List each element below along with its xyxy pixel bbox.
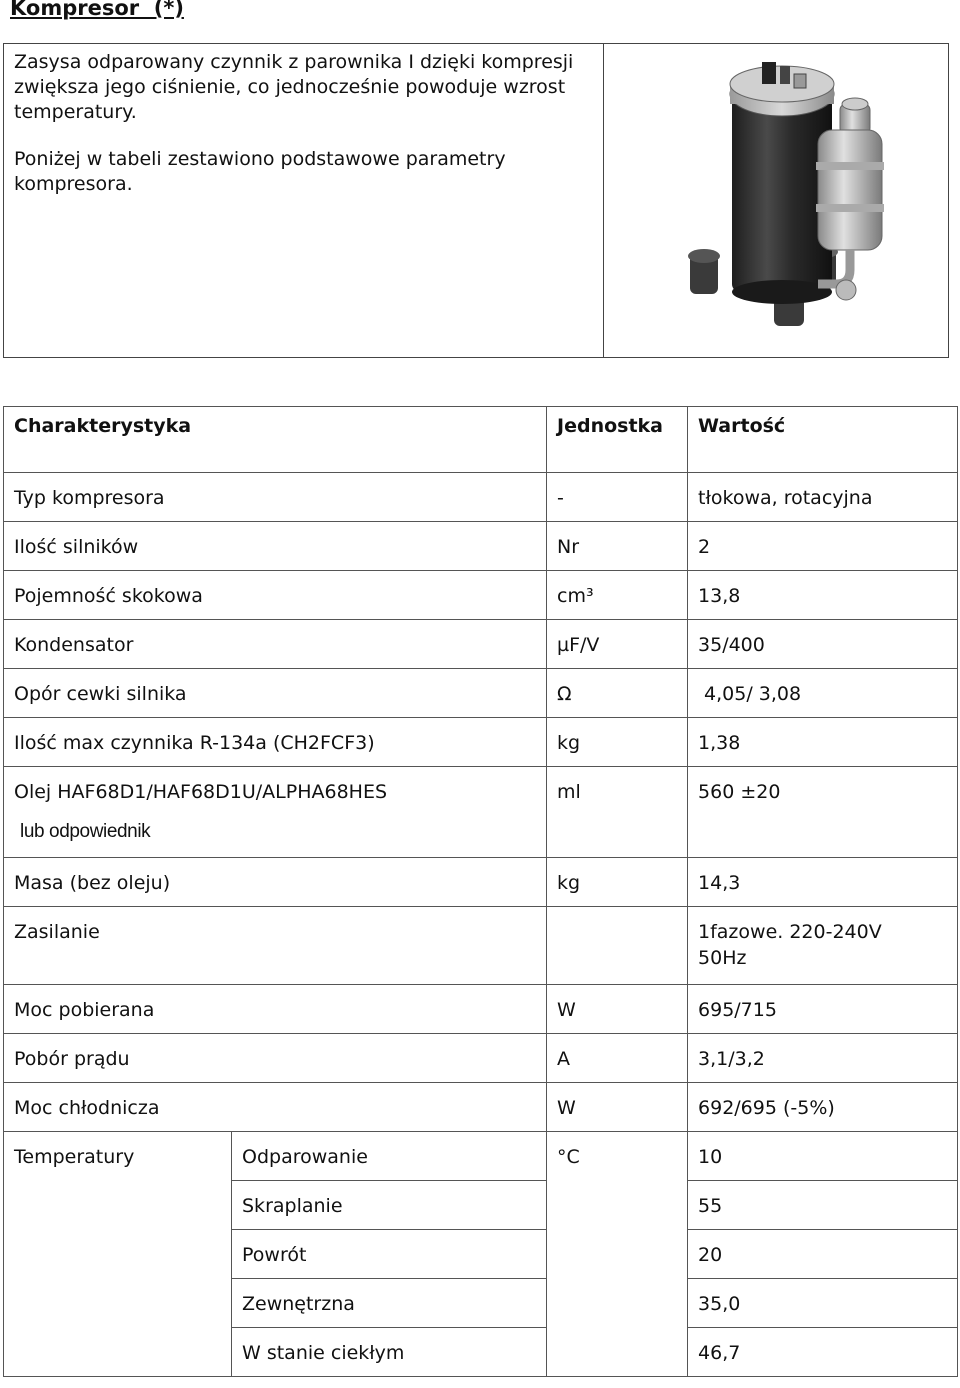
row-unit: kg — [547, 718, 688, 767]
row-value: 14,3 — [688, 858, 958, 907]
temperature-item-value: 46,7 — [688, 1328, 958, 1377]
row-value: 692/695 (-5%) — [688, 1083, 958, 1132]
table-row — [4, 522, 958, 571]
row-label: Moc pobierana — [4, 985, 547, 1034]
header-value: Wartość — [688, 407, 958, 473]
temperature-item-name: W stanie ciekłym — [232, 1328, 547, 1377]
row-value: 2 — [688, 522, 958, 571]
header-characteristic: Charakterystyka — [4, 407, 547, 473]
table-row — [4, 473, 958, 522]
row-value: 13,8 — [688, 571, 958, 620]
row-value: 1fazowe. 220-240V — [698, 921, 882, 943]
row-label: Typ kompresora — [4, 473, 547, 522]
row-unit: Ω — [547, 669, 688, 718]
table-row — [4, 718, 958, 767]
row-label: Ilość silników — [4, 522, 547, 571]
row-label: Olej HAF68D1/HAF68D1U/ALPHA68HES — [14, 781, 388, 803]
table-row — [4, 858, 958, 907]
row-label: Kondensator — [4, 620, 547, 669]
intro-box — [3, 43, 949, 358]
table-row — [4, 1083, 958, 1132]
temperature-item-name: Odparowanie — [232, 1132, 547, 1181]
row-label: Pojemność skokowa — [4, 571, 547, 620]
row-value: tłokowa, rotacyjna — [688, 473, 958, 522]
intro-paragraph-2: Poniżej w tabeli zestawiono podstawowe parametry kompresora. — [14, 148, 506, 195]
row-unit: cm³ — [547, 571, 688, 620]
intro-paragraph-1: Zasysa odparowany czynnik z parownika I dzięki kompresji zwiększa jego ciśnienie, co jednocześnie powoduje wzrost temperatury. — [14, 51, 574, 123]
table-row — [4, 767, 958, 858]
row-value: 4,05/ 3,08 — [688, 669, 958, 718]
row-unit: - — [547, 473, 688, 522]
table-row-temperature — [4, 1132, 958, 1181]
table-row — [4, 907, 958, 985]
row-value: 3,1/3,2 — [688, 1034, 958, 1083]
parameters-table — [3, 406, 958, 1377]
row-label: Opór cewki silnika — [4, 669, 547, 718]
row-unit: W — [547, 985, 688, 1034]
row-unit: ml — [547, 767, 688, 858]
row-label: Zasilanie — [4, 907, 547, 985]
page-title: Kompresor (*) — [10, 0, 184, 20]
temperature-unit: °C — [547, 1132, 688, 1377]
row-unit: µF/V — [547, 620, 688, 669]
table-row — [4, 620, 958, 669]
row-label-cell — [4, 767, 547, 858]
row-unit — [547, 907, 688, 985]
temperature-item-value: 55 — [688, 1181, 958, 1230]
intro-image-cell — [604, 44, 948, 357]
temperature-item-name: Powrót — [232, 1230, 547, 1279]
row-unit: W — [547, 1083, 688, 1132]
temperature-item-value: 10 — [688, 1132, 958, 1181]
table-row — [4, 669, 958, 718]
row-value-cell — [688, 907, 958, 985]
compressor-illustration-icon — [604, 44, 948, 357]
row-label: Moc chłodnicza — [4, 1083, 547, 1132]
temperature-item-name: Skraplanie — [232, 1181, 547, 1230]
row-unit: kg — [547, 858, 688, 907]
row-label: Masa (bez oleju) — [4, 858, 547, 907]
table-row — [4, 1034, 958, 1083]
temperature-item-name: Zewnętrzna — [232, 1279, 547, 1328]
row-label: Pobór prądu — [4, 1034, 547, 1083]
row-unit: Nr — [547, 522, 688, 571]
row-unit: A — [547, 1034, 688, 1083]
table-row — [4, 571, 958, 620]
temperature-item-value: 20 — [688, 1230, 958, 1279]
row-value: 695/715 — [688, 985, 958, 1034]
row-value: 560 ±20 — [688, 767, 958, 858]
row-label-sub: lub odpowiednik — [20, 821, 151, 842]
table-header-row — [4, 407, 958, 473]
temperature-item-value: 35,0 — [688, 1279, 958, 1328]
temperature-label: Temperatury — [4, 1132, 232, 1377]
table-row — [4, 985, 958, 1034]
row-value-line2: 50Hz — [698, 947, 747, 969]
intro-text-cell — [4, 44, 604, 357]
header-unit: Jednostka — [547, 407, 688, 473]
row-value: 1,38 — [688, 718, 958, 767]
row-label: Ilość max czynnika R-134a (CH2FCF3) — [4, 718, 547, 767]
row-value: 35/400 — [688, 620, 958, 669]
